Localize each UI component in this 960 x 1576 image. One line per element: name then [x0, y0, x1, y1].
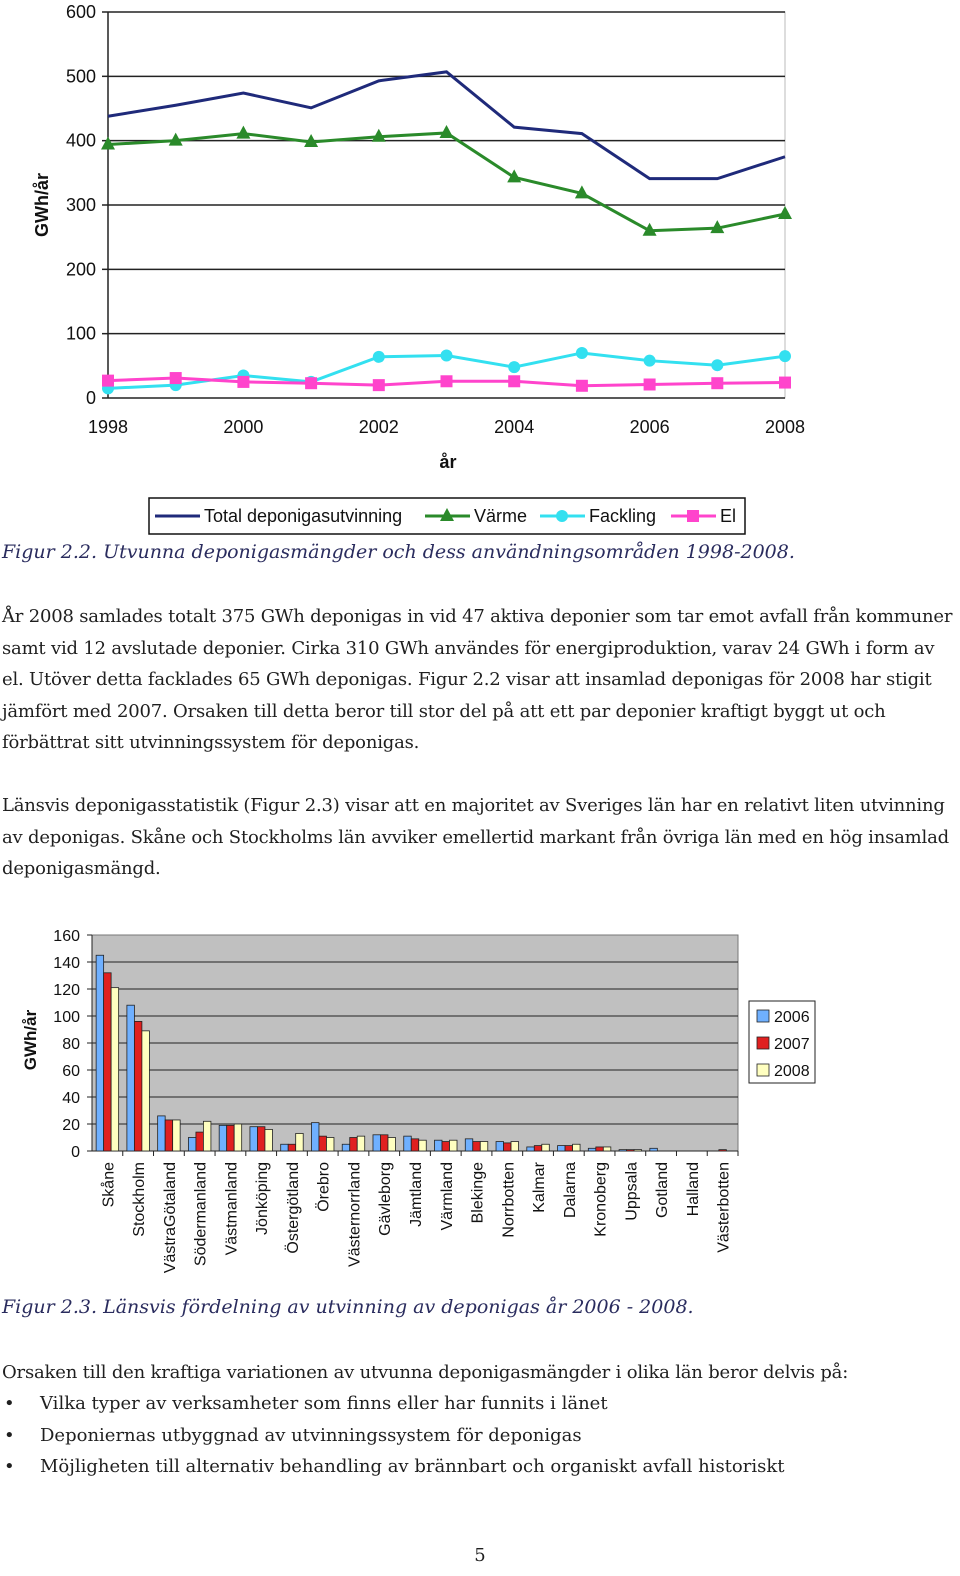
data-point — [687, 510, 699, 522]
data-point — [711, 377, 723, 389]
data-point — [305, 377, 317, 389]
category-group — [158, 1116, 181, 1151]
bar — [465, 1139, 473, 1151]
legend-label: 2007 — [774, 1036, 810, 1053]
y-tick-label: 60 — [62, 1063, 80, 1080]
bar — [627, 1150, 635, 1151]
y-tick-label: 120 — [53, 982, 80, 999]
figure-2-2-caption: Figur 2.2. Utvunna deponigasmängder och dess användningsområden 1998-2008. — [2, 541, 795, 563]
legend-label: Värme — [474, 506, 528, 526]
legend-label: 2006 — [774, 1009, 810, 1026]
legend-label: El — [720, 506, 737, 526]
bar — [250, 1127, 258, 1151]
category-label: Skåne — [100, 1162, 118, 1208]
bar — [573, 1144, 581, 1151]
category-label: Örebro — [315, 1162, 333, 1212]
bar — [196, 1132, 204, 1151]
data-point — [373, 351, 385, 363]
bar — [719, 1150, 727, 1151]
bar — [281, 1144, 289, 1151]
y-tick-label: 300 — [65, 195, 96, 215]
bar — [326, 1138, 334, 1152]
bar — [419, 1140, 427, 1151]
category-group — [435, 1140, 458, 1151]
paragraph-3: Orsaken till den kraftiga variationen av utvunna deponigasmängder i olika län beror delvis på: — [2, 1362, 849, 1383]
bar — [350, 1138, 358, 1152]
bar — [388, 1138, 396, 1152]
category-group — [373, 1135, 396, 1151]
bar — [173, 1120, 181, 1151]
bar — [234, 1124, 242, 1151]
data-point — [237, 376, 249, 388]
x-tick-label: 2002 — [358, 417, 399, 437]
x-tick-label: 1998 — [87, 417, 129, 437]
category-label: Västernorrland — [346, 1162, 364, 1267]
bar — [496, 1142, 504, 1151]
data-point — [711, 359, 723, 371]
category-label: Norrbotten — [500, 1162, 518, 1238]
bar-chart — [0, 920, 960, 1290]
bar — [450, 1140, 458, 1151]
figure-2-3-caption: Figur 2.3. Länsvis fördelning av utvinning av deponigas år 2006 - 2008. — [2, 1296, 694, 1318]
list-item: • Möjligheten till alternativ behandling av brännbart och organiskt avfall historiskt — [2, 1451, 952, 1483]
list-item: • Deponiernas utbyggnad av utvinningssystem för deponigas — [2, 1420, 952, 1452]
data-point — [508, 375, 520, 387]
bar — [534, 1146, 542, 1151]
data-point — [170, 372, 182, 384]
bar — [227, 1125, 235, 1151]
y-tick-label: 140 — [53, 955, 80, 972]
bar — [342, 1144, 350, 1151]
x-tick-label: 2004 — [494, 417, 535, 437]
category-label: Södermanland — [192, 1162, 210, 1267]
bar — [158, 1116, 166, 1151]
legend-label: Fackling — [589, 506, 657, 526]
category-label: Västerbotten — [715, 1162, 733, 1253]
category-label: Östergötland — [284, 1162, 302, 1254]
category-label: Jönköping — [254, 1162, 272, 1235]
bar — [165, 1120, 173, 1151]
line-chart — [0, 0, 960, 540]
data-point — [102, 375, 114, 387]
category-group — [650, 1148, 658, 1151]
bar — [357, 1136, 365, 1151]
bar — [296, 1133, 304, 1151]
category-group — [219, 1124, 242, 1151]
bar — [588, 1148, 596, 1151]
bar — [442, 1142, 450, 1151]
list-item: • Vilka typer av verksamheter som finns eller har funnits i länet — [2, 1388, 952, 1420]
legend — [149, 498, 745, 534]
category-label: Kronoberg — [592, 1162, 610, 1237]
y-tick-label: 0 — [71, 1144, 80, 1161]
category-label: Stockholm — [131, 1162, 149, 1237]
category-label: Uppsala — [623, 1162, 641, 1221]
paragraph-2: Länsvis deponigasstatistik (Figur 2.3) visar att en majoritet av Sveriges län har en relativt liten utvinning av deponigas. Skåne och Stockholms län avviker emellertid markant från övriga län med en hög insamlad deponigasmängd. — [2, 795, 949, 879]
data-point — [779, 350, 791, 362]
bar — [596, 1147, 604, 1151]
y-tick-label: 80 — [62, 1036, 80, 1053]
data-point — [441, 375, 453, 387]
category-label: Jämtland — [408, 1162, 425, 1227]
bar — [96, 955, 104, 1151]
bar — [558, 1146, 566, 1151]
data-point — [779, 377, 791, 389]
category-label: Kalmar — [531, 1162, 549, 1213]
legend-label: 2008 — [774, 1063, 810, 1080]
category-label: Värmland — [438, 1162, 456, 1231]
data-point — [556, 510, 568, 522]
category-label: Gotland — [654, 1162, 672, 1219]
bar — [127, 1005, 134, 1151]
bar — [473, 1142, 481, 1151]
data-point — [644, 355, 656, 367]
bar — [411, 1139, 419, 1151]
y-axis-label: GWh/år — [21, 1009, 40, 1071]
y-axis-label: GWh/år — [32, 172, 52, 238]
bar — [188, 1138, 196, 1152]
y-tick-label: 160 — [53, 928, 80, 945]
bar — [311, 1123, 319, 1151]
y-tick-label: 100 — [53, 1009, 80, 1026]
category-label: Västmanland — [223, 1162, 241, 1256]
legend-label: Total deponigasutvinning — [204, 506, 403, 526]
x-tick-label: 2006 — [629, 417, 670, 437]
category-group — [250, 1127, 273, 1151]
data-point — [441, 350, 453, 362]
legend-swatch — [757, 1064, 769, 1076]
bar — [650, 1148, 658, 1151]
legend-swatch — [757, 1037, 769, 1049]
data-point — [373, 379, 385, 391]
bar — [380, 1135, 388, 1151]
bar — [319, 1136, 327, 1151]
paragraph-1: År 2008 samlades totalt 375 GWh deponigas in vid 47 aktiva deponier som tar emot avfall från kommuner samt vid 12 avslutade deponier. Cirka 310 GWh användes för energiproduktion, varav 24 GWh i form av el. Utöver detta facklades 65 GWh deponigas. Figur 2.2 visar att insamlad deponigas för 2008 har stigit jämfört med 2007. Orsaken till detta beror till stor del på att ett par deponier kraftigt byggt ut och förbättrat sitt utvinningssystem för deponigas. — [2, 606, 953, 753]
x-tick-label: 2008 — [764, 417, 806, 437]
y-tick-label: 100 — [65, 323, 96, 344]
y-tick-label: 40 — [62, 1090, 80, 1107]
bar — [565, 1146, 573, 1151]
bar — [111, 988, 119, 1151]
bar — [527, 1147, 535, 1151]
y-tick-label: 0 — [85, 388, 96, 408]
legend-swatch — [757, 1010, 769, 1022]
bar — [404, 1136, 412, 1151]
bar — [373, 1135, 381, 1151]
category-label: Gävleborg — [377, 1162, 395, 1236]
bar — [288, 1144, 296, 1151]
bar — [504, 1143, 512, 1151]
bar — [435, 1140, 443, 1151]
category-label: Blekinge — [469, 1162, 487, 1224]
bar — [142, 1031, 150, 1151]
bar — [104, 973, 112, 1151]
category-group — [496, 1142, 519, 1151]
bar — [511, 1142, 519, 1151]
bar — [542, 1144, 550, 1151]
bar — [257, 1127, 265, 1151]
bar — [603, 1147, 611, 1151]
bar — [219, 1125, 227, 1151]
reason-list — [2, 1388, 952, 1483]
x-tick-label: 2000 — [223, 417, 264, 437]
data-point — [644, 378, 656, 390]
y-tick-label: 200 — [65, 259, 96, 280]
bar — [203, 1121, 211, 1151]
bar — [619, 1150, 627, 1151]
category-label: Halland — [684, 1162, 702, 1217]
bar — [480, 1142, 488, 1151]
legend — [749, 1001, 815, 1083]
data-point — [576, 380, 588, 392]
data-point — [508, 361, 520, 373]
category-label: VästraGötaland — [161, 1162, 179, 1274]
x-axis-label: år — [439, 452, 457, 472]
category-group — [558, 1144, 581, 1151]
category-group — [719, 1150, 727, 1151]
y-tick-label: 400 — [65, 130, 96, 151]
y-tick-label: 600 — [65, 2, 96, 22]
bar — [634, 1150, 642, 1151]
page-number: 5 — [474, 1545, 486, 1566]
y-tick-label: 500 — [65, 66, 96, 87]
data-point — [576, 347, 588, 359]
bar — [134, 1021, 142, 1151]
category-group — [619, 1150, 642, 1151]
bar — [265, 1129, 273, 1151]
y-tick-label: 20 — [62, 1117, 80, 1134]
category-label: Dalarna — [561, 1162, 579, 1219]
